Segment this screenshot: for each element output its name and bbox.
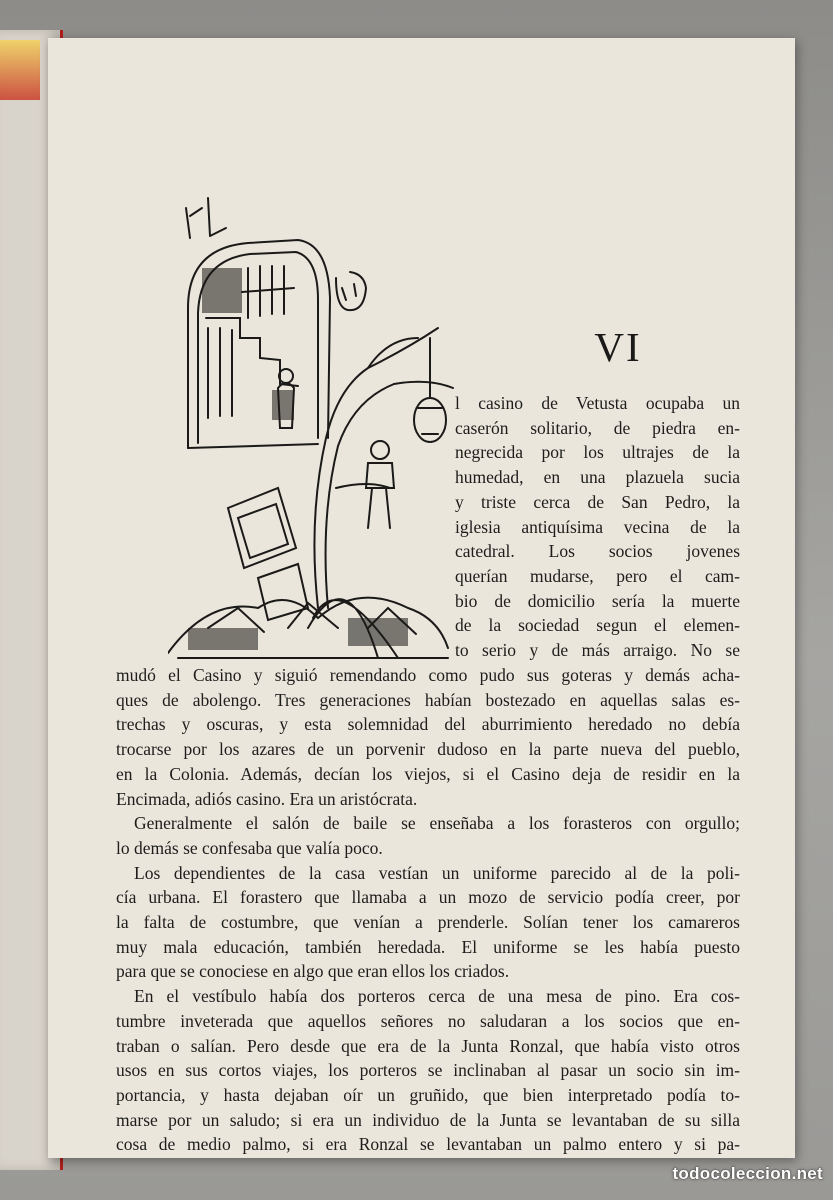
opening-paragraph-narrow: [455, 391, 740, 663]
text-line: muy mala educación, también heredada. El uniforme se les había puesto: [116, 936, 740, 957]
text-line: la falta de costumbre, que venían a prenderle. Solían tener los camareros: [116, 912, 740, 933]
text-line: de la sociedad segun el elemen-: [455, 615, 740, 636]
text-line: iglesia antiquísima vecina de la: [455, 516, 740, 537]
text-line: En el vestíbulo había dos porteros cerca de una mesa de pino. Era cos-: [134, 986, 740, 1007]
text-line: humedad, en una plazuela sucia: [455, 467, 740, 488]
text-line: trechas y oscuras, y esta solemnidad del aburrimiento heredado no debía: [116, 714, 740, 735]
text-line: tumbre inveterada que aquellos señores no saludaran a los socios que en-: [116, 1010, 740, 1031]
text-line: traban o salían. Pero desde que era de la Junta Ronzal, que había visto otros: [116, 1035, 740, 1056]
illustrated-initial-e: [168, 188, 468, 668]
text-line: to serio y de más arraigo. No se: [455, 640, 740, 661]
text-line: para que se conociese en algo que eran ellos los criados.: [116, 961, 510, 982]
text-line: caserón solitario, de piedra en-: [455, 417, 740, 438]
text-line: mudó el Casino y siguió remendando como pudo sus goteras y demás acha-: [116, 665, 740, 685]
text-line: catedral. Los socios jovenes: [455, 541, 740, 562]
text-line: lo demás se confesaba que valía poco.: [116, 837, 383, 858]
text-line: cosa de medio palmo, si era Ronzal se levantaban un palmo entero y si pa-: [116, 1134, 740, 1155]
watermark-logo: todocoleccion.net: [672, 1164, 823, 1183]
text-line: querían mudarse, pero el cam-: [455, 565, 740, 586]
text-line: portancia, y hasta dejaban oír un gruñido, que bien interpretado podía to-: [116, 1084, 740, 1105]
text-line: Encimada, adiós casino. Era un aristócrata.: [116, 788, 418, 809]
book-page: [48, 38, 795, 1158]
cover-label-fragment: [0, 40, 40, 100]
text-line: ques de abolengo. Tres generaciones habían bostezado en aquellas salas es-: [116, 689, 740, 710]
text-line: trocarse por los azares de un porvenir dudoso en la parte nueva del pueblo,: [116, 739, 740, 760]
text-line: bio de domicilio sería la muerte: [455, 590, 740, 611]
text-line: usos en sus cortos viajes, los porteros se inclinaban al pasar un socio sin im-: [116, 1060, 740, 1081]
text-line: Los dependientes de la casa vestían un uniforme parecido al de la poli-: [134, 862, 740, 883]
chapter-number: VI: [594, 324, 642, 370]
text-line: negrecida por los ultrajes de la: [455, 442, 740, 463]
text-line: y triste cerca de San Pedro, la: [455, 491, 740, 512]
text-line: cía urbana. El forastero que llamaba a un mozo de servicio podía creer, por: [116, 887, 740, 908]
text-line: Generalmente el salón de baile se enseñaba a los forasteros con orgullo;: [134, 813, 740, 834]
text-line: l casino de Vetusta ocupaba un: [455, 393, 740, 413]
text-line: marse por un saludo; si era un individuo de la Junta se levantaban de su silla: [116, 1109, 740, 1130]
body-text-full-width: [116, 663, 740, 1157]
text-line: en la Colonia. Además, decían los viejos, si el Casino deja de residir en la: [116, 763, 740, 784]
